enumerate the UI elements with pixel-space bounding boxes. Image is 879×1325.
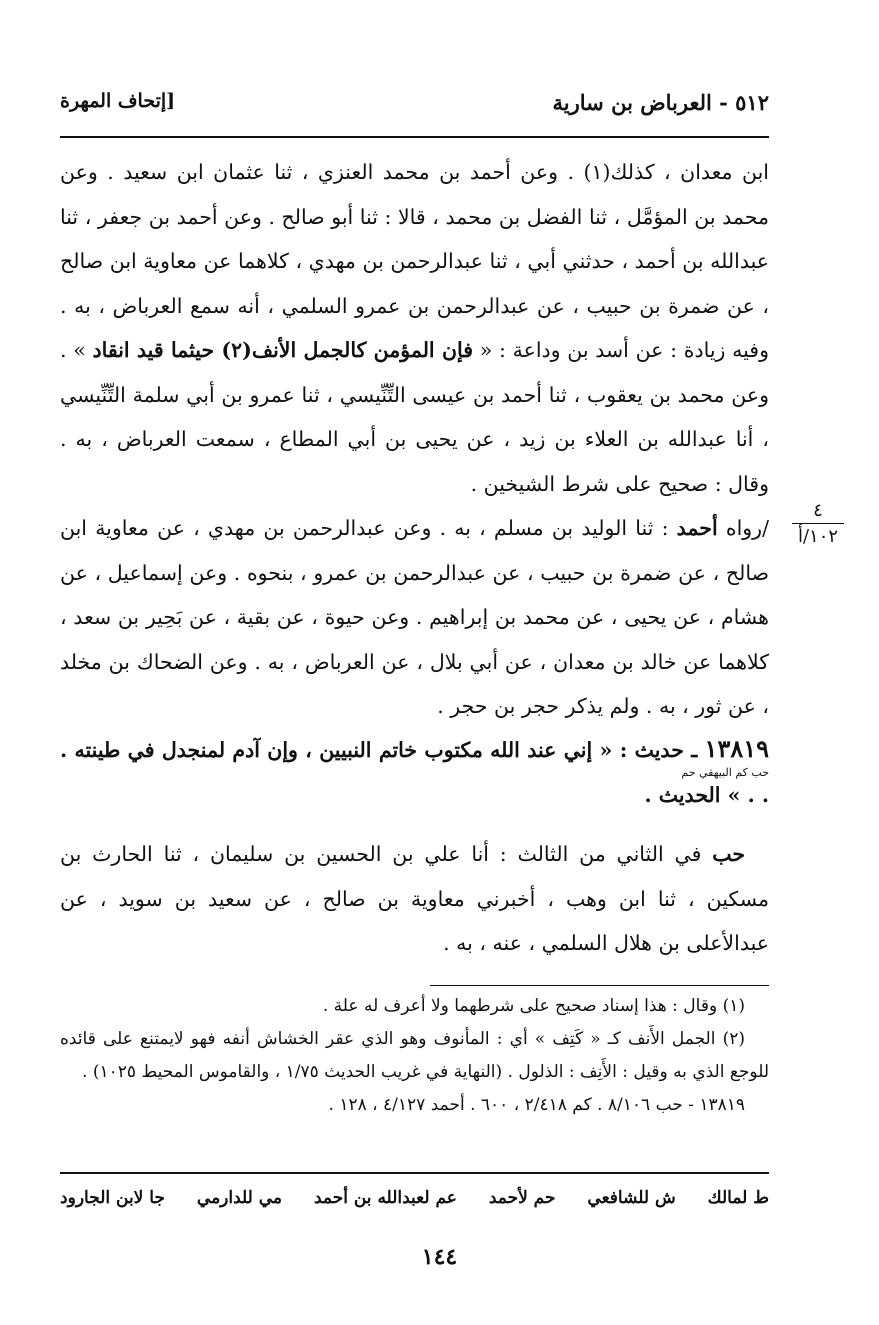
- margin-reference: [792, 500, 844, 547]
- paragraph-1-text-a: ابن معدان ، كذلك(١) . وعن أحمد بن محمد العنزي ، ثنا عثمان ابن سعيد . وعن محمد بن المؤمَّل ، ثنا الفضل بن محمد ، قالا : ثنا أبو صالح . وعن أحمد بن جعفر ، ثنا عبدالله بن أحمد ، حدثني أبي ، ثنا عبدالرحمن بن مهدي ، كلاهما عن معاوية ابن صالح ، عن ضمرة بن حبيب ، عن عبدالرحمن بن عمرو السلمي ، أنه سمع العرباض ، به . وفيه زيادة : عن أسد بن وداعة : «: [60, 160, 770, 362]
- page-number: ١٤٤: [421, 1244, 458, 1270]
- margin-reference-divider: [792, 523, 844, 524]
- hadith-chain: [60, 832, 769, 966]
- abbr-item: مي للدارمي: [196, 1188, 283, 1208]
- abbr-item: جا لابن الجارود: [60, 1188, 165, 1208]
- header-chapter-title: ٥١٢ - العرباض بن سارية: [552, 90, 769, 115]
- hadith-text: « إني عند الله مكتوب خاتم النبيين ، وإن آدم لمنجدل في طينته . . . » الحديث .: [60, 738, 769, 807]
- paragraph-1: [60, 150, 769, 506]
- footnote-1: (١) وقال : هذا إسناد صحيح على شرطهما ولا أعرف له علة .: [322, 996, 745, 1016]
- main-text: [60, 150, 769, 729]
- paragraph-3-source: حب: [712, 842, 745, 866]
- paragraph-1-quote: فإن المؤمن كالجمل الأنف(٢) حيثما قيد انقاد: [92, 338, 474, 362]
- paragraph-1-text-b: » . وعن محمد بن يعقوب ، ثنا أحمد بن عيسى التِّنِّيسي ، ثنا عمرو بن أبي سلمة التِّنِّيسي ، أنا عبدالله بن العلاء بن زيد ، عن يحيى بن أبي المطاع ، سمعت العرباض ، به . وقال : صحيح على شرط الشيخين .: [60, 338, 769, 496]
- abbreviation-key: [60, 1188, 769, 1208]
- abbr-item: حم لأحمد: [488, 1188, 556, 1208]
- paragraph-3-text: في الثاني من الثالث : أنا علي بن الحسين بن سليمان ، ثنا الحارث بن مسكين ، ثنا ابن وهب ، أخبرني معاوية بن صالح ، عن سعيد بن سويد ، عن عبدالأعلى بن هلال السلمي ، عنه ، به .: [60, 842, 769, 955]
- hadith-label: ـ حديث :: [612, 738, 705, 762]
- paragraph-3: [60, 832, 769, 966]
- footnotes: [60, 990, 769, 1122]
- abbr-item: ط لمالك: [707, 1188, 769, 1208]
- paragraph-2-lead: /رواه: [717, 516, 769, 540]
- footnote-3: ١٣٨١٩ - حب ٨/١٠٦ . كم ٢/٤١٨ ، ٦٠٠ . أحمد ٤/١٢٧ ، ١٢٨ .: [328, 1095, 745, 1115]
- footer-rule: [60, 1172, 769, 1174]
- running-header: [60, 82, 769, 122]
- header-rule: [60, 136, 769, 138]
- abbr-item: عم لعبدالله بن أحمد: [313, 1188, 457, 1208]
- footnote-rule: [430, 985, 769, 986]
- paragraph-2-text: : ثنا الوليد بن مسلم ، به . وعن عبدالرحمن بن مهدي ، عن معاوية ابن صالح ، عن ضمرة بن حبيب ، عن عبدالرحمن بن عمرو ، بنحوه . وعن إسماعيل ، عن هشام ، عن يحيى ، عن محمد بن إبراهيم . وعن حيوة ، عن بقية ، عن بَحِير بن سعد ، كلاهما عن خالد بن معدان ، عن أبي بلال ، عن العرباض ، به . وعن الضحاك بن مخلد ، عن ثور ، به . ولم يذكر حجر بن حجر .: [60, 516, 769, 718]
- header-book-title: [إتحاف المهرة: [60, 90, 176, 112]
- margin-reference-volume: ٤: [813, 500, 823, 521]
- hadith-sources-note: حب كم البيهقي حم: [681, 766, 769, 779]
- footnote-2: (٢) الجمل الأَنف كـ « كَتِف » أي : المأنوف وهو الذي عقر الخشاش أنفه فهو لايمتنع على قائده للوجع الذي به وقيل : الأَنِف : الذلول . (النهاية في غريب الحديث ١/٧٥ ، والقاموس المحيط ١٠٢٥) .: [60, 1029, 769, 1082]
- hadith-heading: [60, 727, 769, 817]
- hadith-entry: [60, 727, 769, 817]
- abbr-item: ش للشافعي: [587, 1188, 676, 1208]
- margin-reference-folio: ١٠٢/أ: [797, 526, 839, 547]
- hadith-number: ١٣٨١٩: [704, 734, 769, 763]
- paragraph-2-source: أحمد: [676, 516, 718, 540]
- paragraph-2: [60, 506, 769, 729]
